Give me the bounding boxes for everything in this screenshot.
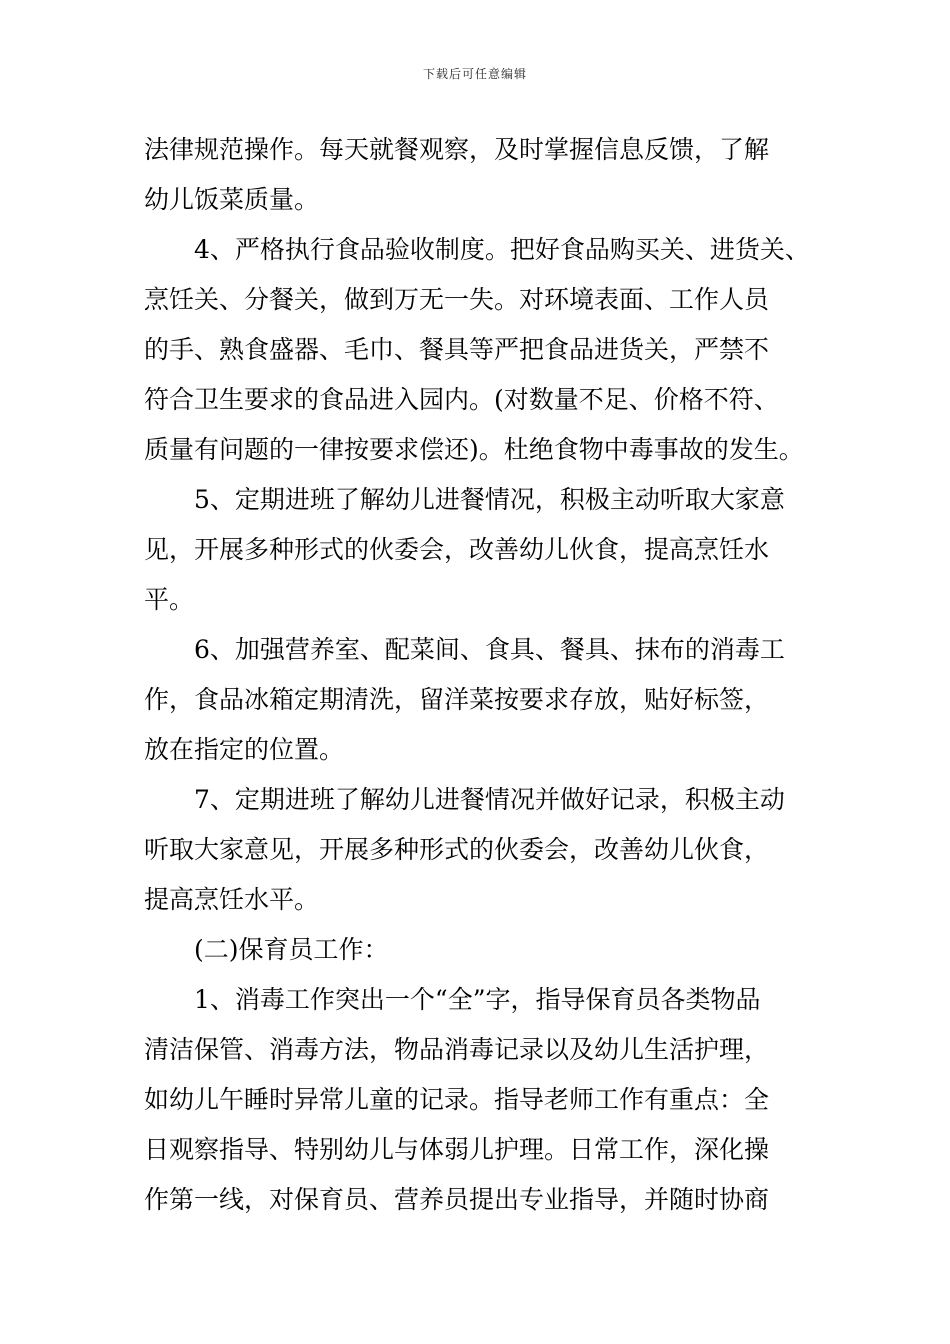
- page-header: 下载后可任意编辑: [422, 67, 527, 81]
- text-line: 符合卫生要求的食品进入园内。(对数量不足、价格不符、: [144, 385, 779, 414]
- text-line: 4、严格执行食品验收制度。把好食品购买关、进货关、: [144, 235, 810, 264]
- text-line: 清洁保管、消毒方法，物品消毒记录以及幼儿生活护理，: [144, 1035, 770, 1064]
- text-line: 烹饪关、分餐关，做到万无一失。对环境表面、工作人员: [144, 285, 770, 314]
- text-line: 听取大家意见，开展多种形式的伙委会，改善幼儿伙食，: [144, 835, 770, 864]
- text-line: 6、加强营养室、配菜间、食具、餐具、抹布的消毒工: [144, 635, 785, 664]
- text-line: 日观察指导、特别幼儿与体弱儿护理。日常工作，深化操: [144, 1135, 770, 1164]
- text-line: 7、定期进班了解幼儿进餐情况并做好记录，积极主动: [144, 785, 785, 814]
- text-line: 作第一线，对保育员、营养员提出专业指导，并随时协商: [144, 1185, 770, 1214]
- text-line: 平。: [144, 585, 195, 614]
- text-line: (二)保育员工作：: [144, 935, 389, 964]
- body-text: [144, 125, 834, 1225]
- text-line: 法律规范操作。每天就餐观察，及时掌握信息反馈，了解: [144, 135, 770, 164]
- text-line: 1、消毒工作突出一个“全”字，指导保育员各类物品: [144, 985, 761, 1014]
- text-line: 放在指定的位置。: [144, 735, 345, 764]
- text-line: 如幼儿午睡时异常儿童的记录。指导老师工作有重点：全: [144, 1085, 770, 1114]
- text-line: 的手、熟食盛器、毛巾、餐具等严把食品进货关，严禁不: [144, 335, 770, 364]
- text-line: 质量有问题的一律按要求偿还)。杜绝食物中毒事故的发生。: [144, 435, 804, 464]
- text-line: 见，开展多种形式的伙委会，改善幼儿伙食，提高烹饪水: [144, 535, 770, 564]
- text-line: 作，食品冰箱定期清洗，留洋菜按要求存放，贴好标签，: [144, 685, 770, 714]
- text-line: 提高烹饪水平。: [144, 885, 320, 914]
- text-line: 5、定期进班了解幼儿进餐情况，积极主动听取大家意: [144, 485, 785, 514]
- text-line: 幼儿饭菜质量。: [144, 185, 320, 214]
